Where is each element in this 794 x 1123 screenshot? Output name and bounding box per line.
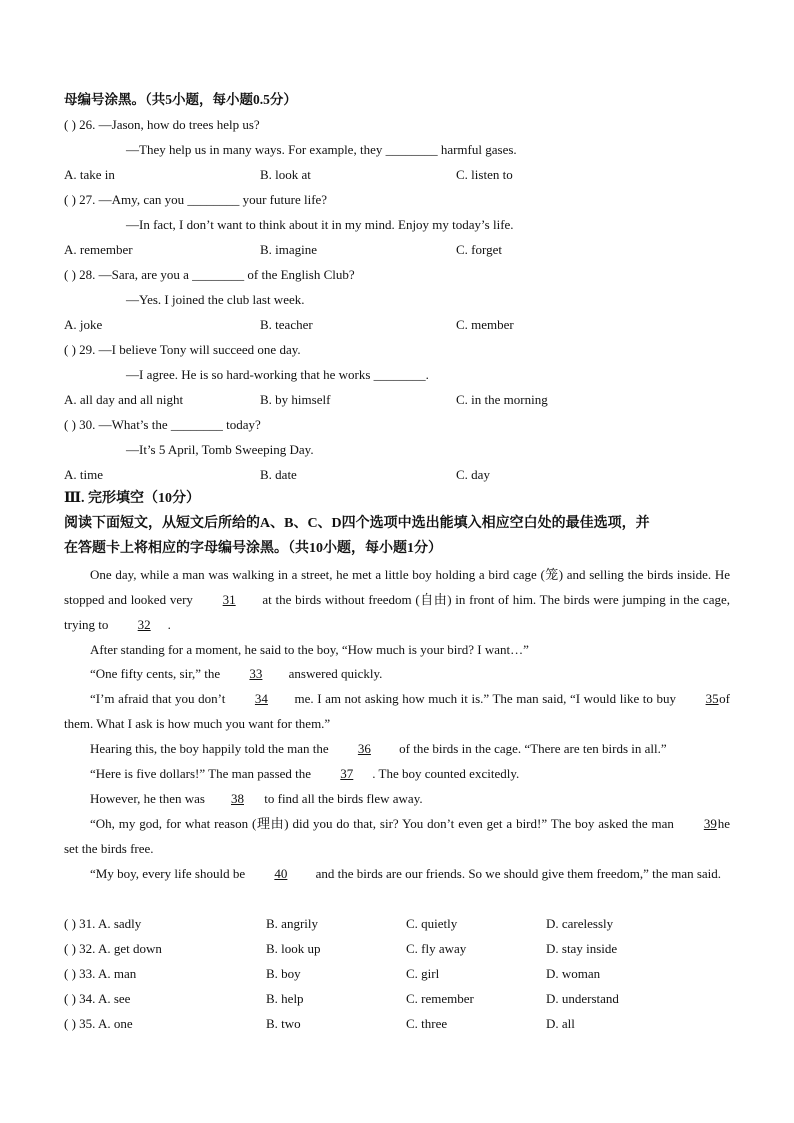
blank-38: 38 [231, 791, 244, 806]
question-27-reply: —In fact, I don’t want to think about it in my mind. Enjoy my today’s life. [126, 217, 514, 232]
question-28-option-a: A. joke [64, 317, 103, 332]
question-28-reply: —Yes. I joined the club last week. [126, 292, 305, 307]
question-26-option-a: A. take in [64, 167, 115, 182]
blank-31: 31 [222, 592, 236, 607]
question-27-stem: ( ) 27. —Amy, can you ________ your future life? [64, 192, 328, 207]
passage-paragraph-1: One day, while a man was walking in a street, he met a little boy holding a bird cage (笼) and selling the birds inside. He stopped and looked very 31 at the birds without freedom (自由) in front of him. The birds were jumping in the cage, trying to 32 . [64, 562, 730, 637]
question-30-option-c: C. day [456, 467, 490, 482]
question-28-stem: ( ) 28. —Sara, are you a ________ of the English Club? [64, 267, 355, 282]
passage-paragraph-5: Hearing this, the boy happily told the man the 36 of the birds in the cage. “There are ten birds in all.” [64, 736, 730, 761]
question-27-option-b: B. imagine [260, 242, 318, 257]
passage-paragraph-7: However, he then was 38 to find all the birds flew away. [64, 786, 730, 811]
section-3-instruction-line-1: 阅读下面短文，从短文后所给的A、B、C、D四个选项中选出能填入相应空白处的最佳选项，并 [64, 516, 650, 531]
passage-paragraph-3: “One fifty cents, sir,” the 33 answered quickly. [64, 661, 730, 686]
question-32-option-d: D. stay inside [546, 941, 618, 956]
blank-39: 39 [703, 816, 717, 831]
question-34-option-d: D. understand [546, 991, 619, 1006]
section-3-instruction-line-2: 在答题卡上将相应的字母编号涂黑。（共10小题，每小题1分） [64, 541, 442, 556]
question-29-option-b: B. by himself [260, 392, 331, 407]
question-35-option-c: C. three [406, 1016, 448, 1031]
question-32-option-b: B. look up [266, 941, 321, 956]
blank-32: 32 [137, 617, 151, 632]
question-34-option-b: B. help [266, 991, 304, 1006]
question-29-option-c: C. in the morning [456, 392, 548, 407]
blank-40: 40 [274, 866, 288, 881]
question-30-option-a: A. time [64, 467, 103, 482]
question-32-option-c: C. fly away [406, 941, 467, 956]
question-35-option-d: D. all [546, 1016, 575, 1031]
question-33: ( ) 33. A. man [64, 966, 137, 981]
blank-36: 36 [357, 741, 371, 756]
question-26-option-c: C. listen to [456, 167, 513, 182]
question-29-reply: —I agree. He is so hard-working that he works ________. [126, 367, 429, 382]
section-instruction: 母编号涂黑。（共5小题，每小题0.5分） [64, 92, 297, 107]
question-29-stem: ( ) 29. —I believe Tony will succeed one day. [64, 342, 301, 357]
question-26-option-b: B. look at [260, 167, 311, 182]
question-31: ( ) 31. A. sadly [64, 916, 142, 931]
question-26-stem: ( ) 26. —Jason, how do trees help us? [64, 117, 260, 132]
question-28-option-c: C. member [456, 317, 514, 332]
question-34: ( ) 34. A. see [64, 991, 131, 1006]
question-30-stem: ( ) 30. —What’s the ________ today? [64, 417, 261, 432]
question-33-option-c: C. girl [406, 966, 440, 981]
blank-37: 37 [340, 766, 354, 781]
question-35: ( ) 35. A. one [64, 1016, 133, 1031]
question-30-reply: —It’s 5 April, Tomb Sweeping Day. [126, 442, 314, 457]
question-29-option-a: A. all day and all night [64, 392, 184, 407]
passage-paragraph-9: “My boy, every life should be 40 and the birds are our friends. So we should give them freedom,” the man said. [64, 861, 730, 886]
question-30-option-b: B. date [260, 467, 297, 482]
blank-34: 34 [254, 691, 268, 706]
passage-paragraph-6: “Here is five dollars!” The man passed the 37 . The boy counted excitedly. [64, 761, 730, 786]
blank-35: 35 [705, 691, 719, 706]
question-31-option-c: C. quietly [406, 916, 458, 931]
question-32: ( ) 32. A. get down [64, 941, 162, 956]
blank-33: 33 [249, 666, 263, 681]
question-27-option-a: A. remember [64, 242, 133, 257]
question-31-option-d: D. carelessly [546, 916, 614, 931]
question-31-option-b: B. angrily [266, 916, 318, 931]
passage-paragraph-4: “I’m afraid that you don’t 34 me. I am not asking how much it is.” The man said, “I would like to buy 35 of them. What I ask is how much you want for them.” [64, 686, 730, 736]
question-27-option-c: C. forget [456, 242, 502, 257]
question-33-option-b: B. boy [266, 966, 301, 981]
question-35-option-b: B. two [266, 1016, 301, 1031]
section-3-title: Ⅲ. 完形填空（10分） [64, 491, 201, 506]
question-33-option-d: D. woman [546, 966, 601, 981]
passage-paragraph-8: “Oh, my god, for what reason (理由) did you do that, sir? You don’t even get a bird!” The boy asked the man 39 he set the birds free. [64, 811, 730, 861]
question-34-option-c: C. remember [406, 991, 474, 1006]
passage-paragraph-2: After standing for a moment, he said to the boy, “How much is your bird? I want…” [90, 642, 529, 657]
question-28-option-b: B. teacher [260, 317, 313, 332]
question-26-reply: —They help us in many ways. For example, they ________ harmful gases. [126, 142, 517, 157]
